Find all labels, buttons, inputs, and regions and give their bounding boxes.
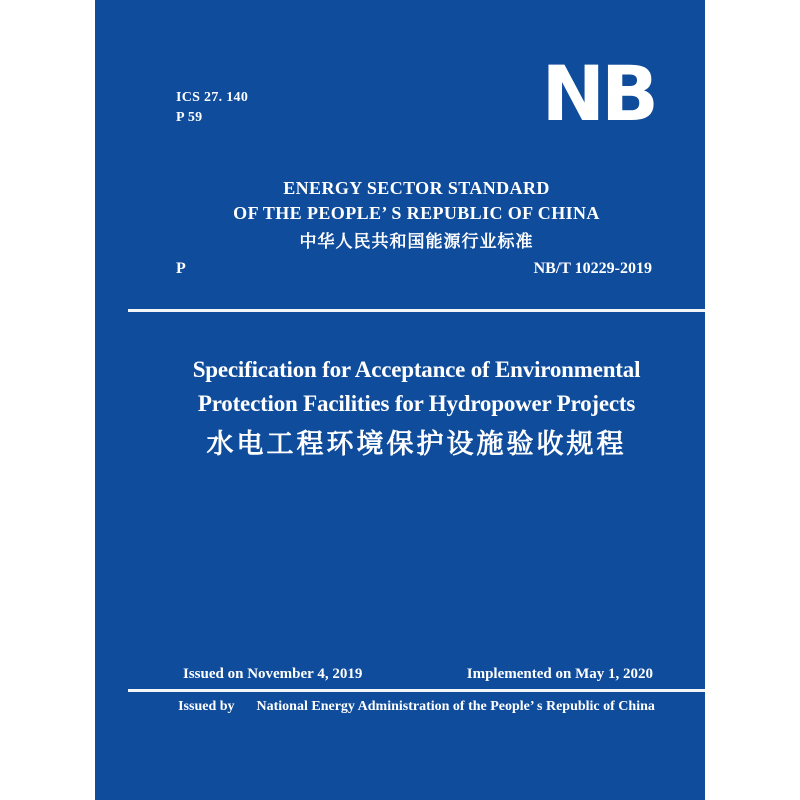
- document-class-letter: P: [176, 260, 186, 277]
- ics-code: ICS 27. 140: [176, 90, 249, 105]
- standard-cover: [95, 0, 705, 800]
- issued-by-label: Issued by: [178, 699, 235, 714]
- standard-number: NB/T 10229-2019: [533, 260, 652, 277]
- heading-english-line2: OF THE PEOPLE’ S REPUBLIC OF CHINA: [233, 203, 600, 223]
- issuer-row: [128, 699, 705, 715]
- implemented-date: Implemented on May 1, 2020: [466, 666, 653, 682]
- heading-chinese: 中华人民共和国能源行业标准: [299, 232, 534, 252]
- issued-date: Issued on November 4, 2019: [183, 666, 363, 682]
- heading-english-line1: ENERGY SECTOR STANDARD: [283, 178, 550, 198]
- title-english-line1: Specification for Acceptance of Environmental: [192, 357, 641, 382]
- china-class-code: P 59: [176, 110, 203, 125]
- standard-heading: [128, 176, 705, 253]
- horizontal-rule-top: [128, 309, 705, 312]
- horizontal-rule-bottom: [128, 689, 705, 692]
- ics-classification: [176, 88, 248, 128]
- title-english-line2: Protection Facilities for Hydropower Projects: [197, 391, 636, 416]
- standard-title: [128, 353, 705, 461]
- issuer-name: National Energy Administration of the People’ s Republic of China: [256, 699, 655, 714]
- title-chinese: 水电工程环境保护设施验收规程: [206, 429, 627, 459]
- nb-logo: NB: [541, 49, 655, 138]
